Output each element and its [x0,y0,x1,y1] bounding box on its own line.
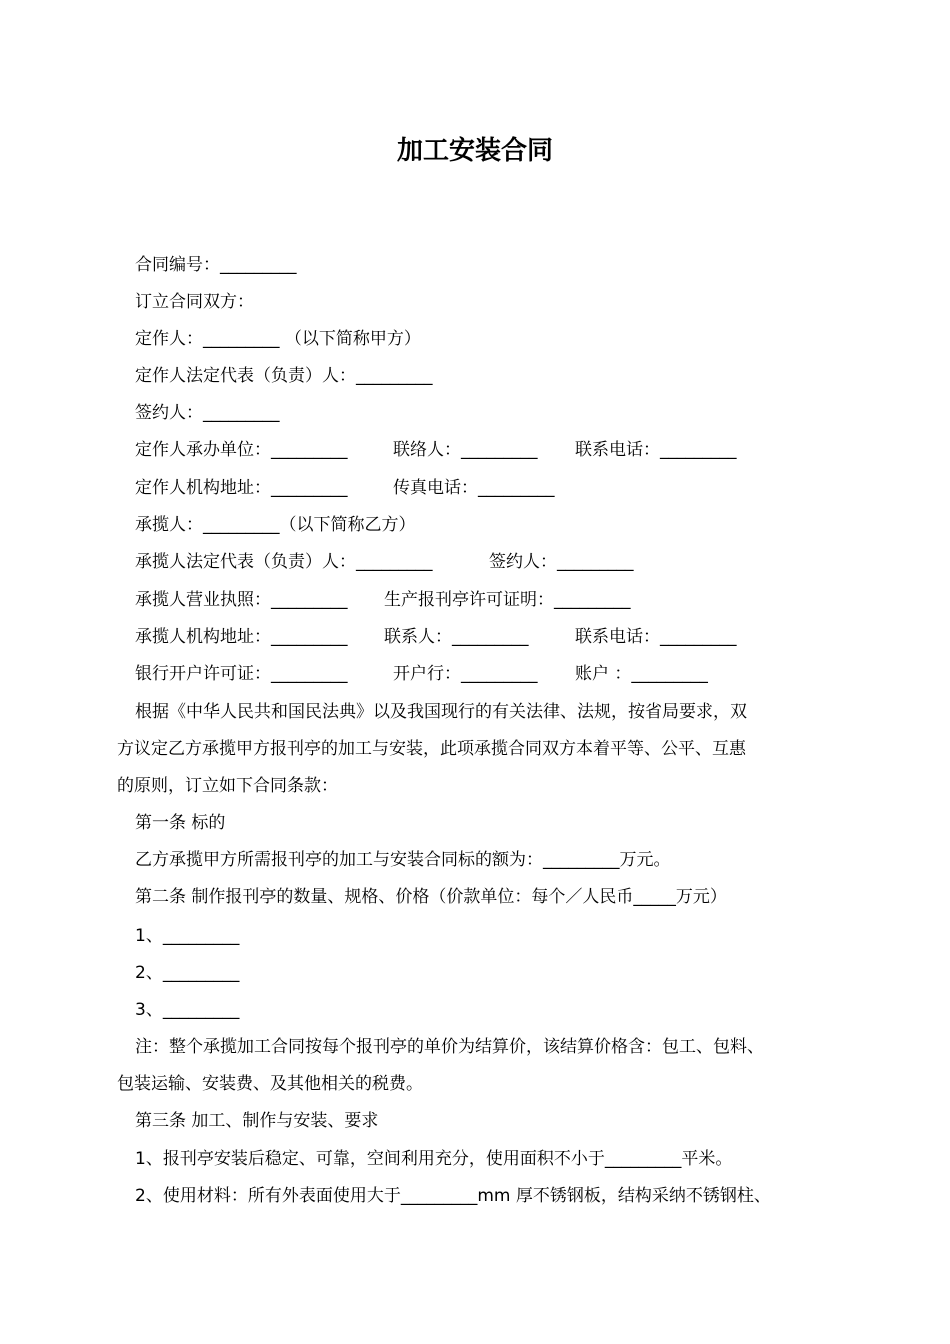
party-a-unit-line [0,438,950,462]
article-3-title: 第三条 加工、制作与安装、要求 [135,1111,379,1131]
party-b-signer: 签约人：_________ [489,552,634,572]
party-a-fax: 传真电话：_________ [393,478,555,498]
party-a: 定作人：_________ （以下简称甲方） [135,329,421,349]
party-a-phone: 联系电话：_________ [575,440,737,460]
bank-account: 账户 ：_________ [575,664,708,684]
article-2-item [0,924,950,948]
bank-name: 开户行：_________ [393,664,538,684]
article-3-heading [0,1109,950,1133]
article-2-item-1: 1、_________ [135,926,240,946]
article-3-item-2: 2、使用材料：所有外表面使用大于_________mm 厚不锈钢板，结构采纳不锈钢柱、 [135,1186,771,1206]
intro-text-2: 方议定乙方承揽甲方报刊亭的加工与安装，此项承揽合同双方本着平等、公平、互惠 [117,739,746,759]
parties-label: 订立合同双方： [135,292,254,312]
intro-line-1 [0,700,950,724]
article-3-item-1-line [0,1147,950,1171]
intro-line-3 [0,774,950,798]
note-line-2 [0,1072,950,1096]
party-b-phone: 联系电话：_________ [575,627,737,647]
article-3-item-2-line [0,1184,950,1208]
contract-no: 合同编号：_________ [135,255,297,275]
party-b-line [0,513,950,537]
party-a-contact: 联络人：_________ [393,440,538,460]
intro-line-2 [0,737,950,761]
party-a-address: 定作人机构地址：_________ [135,478,348,498]
contract-no-line [0,253,950,277]
bank-permit: 银行开户许可证：_________ [135,664,348,684]
note-text-2: 包装运输、安装费、及其他相关的税费。 [117,1074,423,1094]
intro-text-3: 的原则，订立如下合同条款： [117,776,338,796]
party-a-line [0,327,950,351]
article-2-item [0,998,950,1022]
page-title: 加工安装合同 [396,136,553,166]
party-a-unit: 定作人承办单位：_________ [135,440,348,460]
intro-text-1: 根据《中华人民共和国民法典》以及我国现行的有关法律、法规，按省局要求，双 [135,702,747,722]
parties-line [0,290,950,314]
party-a-rep: 定作人法定代表（负责）人：_________ [135,366,433,386]
party-a-signer-line [0,401,950,425]
party-b-rep-line [0,550,950,574]
article-1-title: 第一条 标的 [135,813,226,833]
article-1-heading [0,811,950,835]
article-2-heading [0,885,950,909]
party-b-rep: 承揽人法定代表（负责）人：_________ [135,552,433,572]
bank-line [0,662,950,686]
note-line-1 [0,1035,950,1059]
party-a-address-line [0,476,950,500]
article-2-title: 第二条 制作报刊亭的数量、规格、价格（价款单位：每个／人民币_____万元） [135,887,727,907]
note-text-1: 注：整个承揽加工合同按每个报刊亭的单价为结算价，该结算价格含：包工、包料、 [135,1037,764,1057]
party-b-address: 承揽人机构地址：_________ [135,627,348,647]
article-1-text: 乙方承揽甲方所需报刊亭的加工与安装合同标的额为：_________万元。 [135,850,671,870]
party-b-contact: 联系人：_________ [384,627,529,647]
party-b-permit: 生产报刊亭许可证明：_________ [384,590,631,610]
party-b-license: 承揽人营业执照：_________ [135,590,348,610]
article-2-item [0,961,950,985]
article-1-body [0,848,950,872]
article-3-item-1: 1、报刊亭安装后稳定、可靠，空间利用充分，使用面积不小于_________平米。 [135,1149,733,1169]
party-a-signer: 签约人：_________ [135,403,280,423]
article-2-item-3: 3、_________ [135,1000,240,1020]
party-b-address-line [0,625,950,649]
party-b-license-line [0,588,950,612]
article-2-item-2: 2、_________ [135,963,240,983]
party-b: 承揽人：_________（以下简称乙方） [135,515,416,535]
party-a-rep-line [0,364,950,388]
